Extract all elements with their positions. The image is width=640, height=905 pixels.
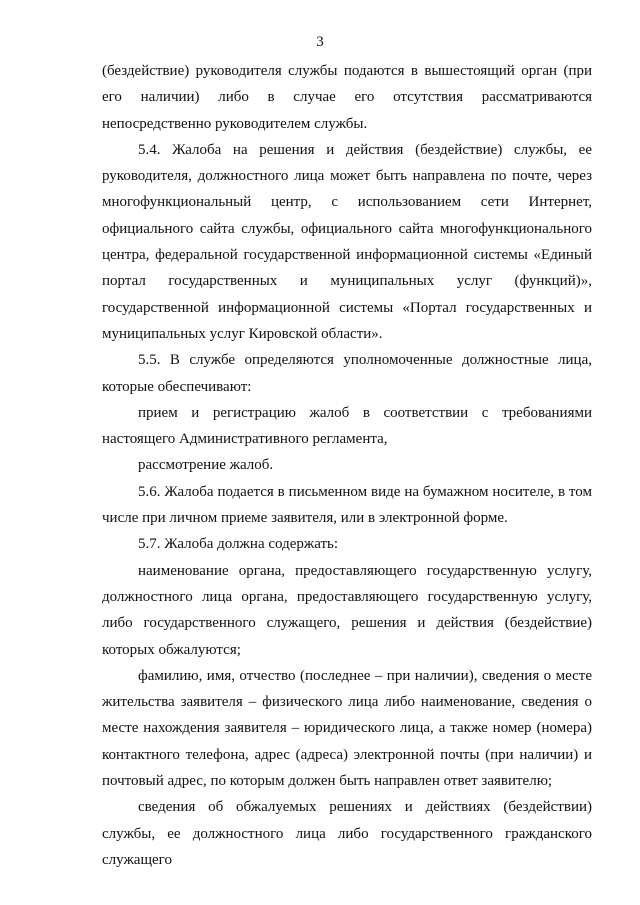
page-number: 3 — [316, 34, 324, 50]
paragraph-5-7-item-3: сведения об обжалуемых решениях и действиях (бездействии) службы, ее должностного лица либо государственного гражданского служащего — [102, 799, 592, 868]
paragraph-continuation: (бездействие) руководителя службы подаются в вышестоящий орган (при его наличии) либо в случае его отсутствия рассматриваются непосредственно руководителем службы. — [102, 63, 592, 132]
paragraph-5-7-item-2: фамилию, имя, отчество (последнее – при наличии), сведения о месте жительства заявителя – физического лица либо наименование, сведения о месте нахождения заявителя – юридического лица, а также номер (номера) контактного телефона, адрес (адреса) электронной почты (при наличии) и почтовый адрес, по которым должен быть направлен ответ заявителю; — [102, 667, 592, 790]
paragraph-5-6: 5.6. Жалоба подается в письменном виде на бумажном носителе, в том числе при личном приеме заявителя, или в электронной форме. — [102, 483, 592, 527]
paragraph-5-4: 5.4. Жалоба на решения и действия (бездействие) службы, ее руководителя, должностного лица может быть направлена по почте, через многофункциональный центр, с использованием сети Интернет, официального сайта службы, официального сайта многофункционального центра, федеральной государственной информационной системы «Единый портал государственных и муниципальных услуг (функций)», государственной информационной системы «Портал государственных и муниципальных услуг Кировской области». — [102, 141, 592, 342]
document-body — [102, 58, 592, 873]
paragraph-5-7-item-1: наименование органа, предоставляющего государственную услугу, должностного лица органа, предоставляющего государственную услугу, либо государственного служащего, решения и действия (бездействие) которых обжалуются; — [102, 562, 592, 658]
paragraph-5-7: 5.7. Жалоба должна содержать: — [138, 536, 339, 553]
paragraph-5-5-item-1: прием и регистрацию жалоб в соответствии с требованиями настоящего Административного регламента, — [102, 404, 592, 448]
paragraph-5-5: 5.5. В службе определяются уполномоченные должностные лица, которые обеспечивают: — [102, 352, 592, 395]
paragraph-5-5-item-2: рассмотрение жалоб. — [138, 457, 274, 474]
